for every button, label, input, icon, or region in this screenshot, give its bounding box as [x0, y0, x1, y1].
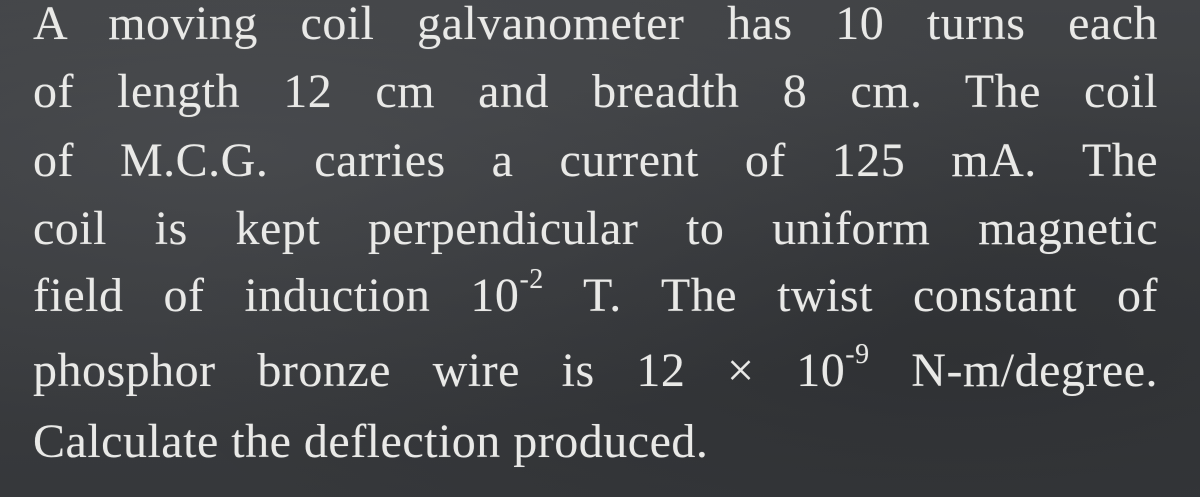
exponent-twist-constant: -9	[845, 339, 870, 370]
problem-line-3: of M.C.G. carries a current of 125 mA. The	[33, 134, 1158, 187]
problem-line-1: A moving coil galvanometer has 10 turns each	[33, 0, 1158, 50]
problem-line-6-text-a: phosphor bronze wire is 12 × 10	[33, 344, 846, 397]
problem-line-4: coil is kept perpendicular to uniform magnetic	[33, 202, 1158, 255]
exponent-induction: -2	[519, 264, 544, 295]
problem-line-2: of length 12 cm and breadth 8 cm. The coil	[33, 65, 1158, 118]
problem-line-6-text-b: N-m/degree.	[869, 344, 1158, 397]
problem-line-6	[33, 339, 1158, 398]
problem-line-5-text-a: field of induction 10	[33, 269, 520, 322]
problem-line-7: Calculate the deflection produced.	[33, 415, 709, 468]
problem-line-5-text-b: T. The twist constant of	[543, 269, 1158, 322]
problem-line-5	[33, 264, 1158, 323]
